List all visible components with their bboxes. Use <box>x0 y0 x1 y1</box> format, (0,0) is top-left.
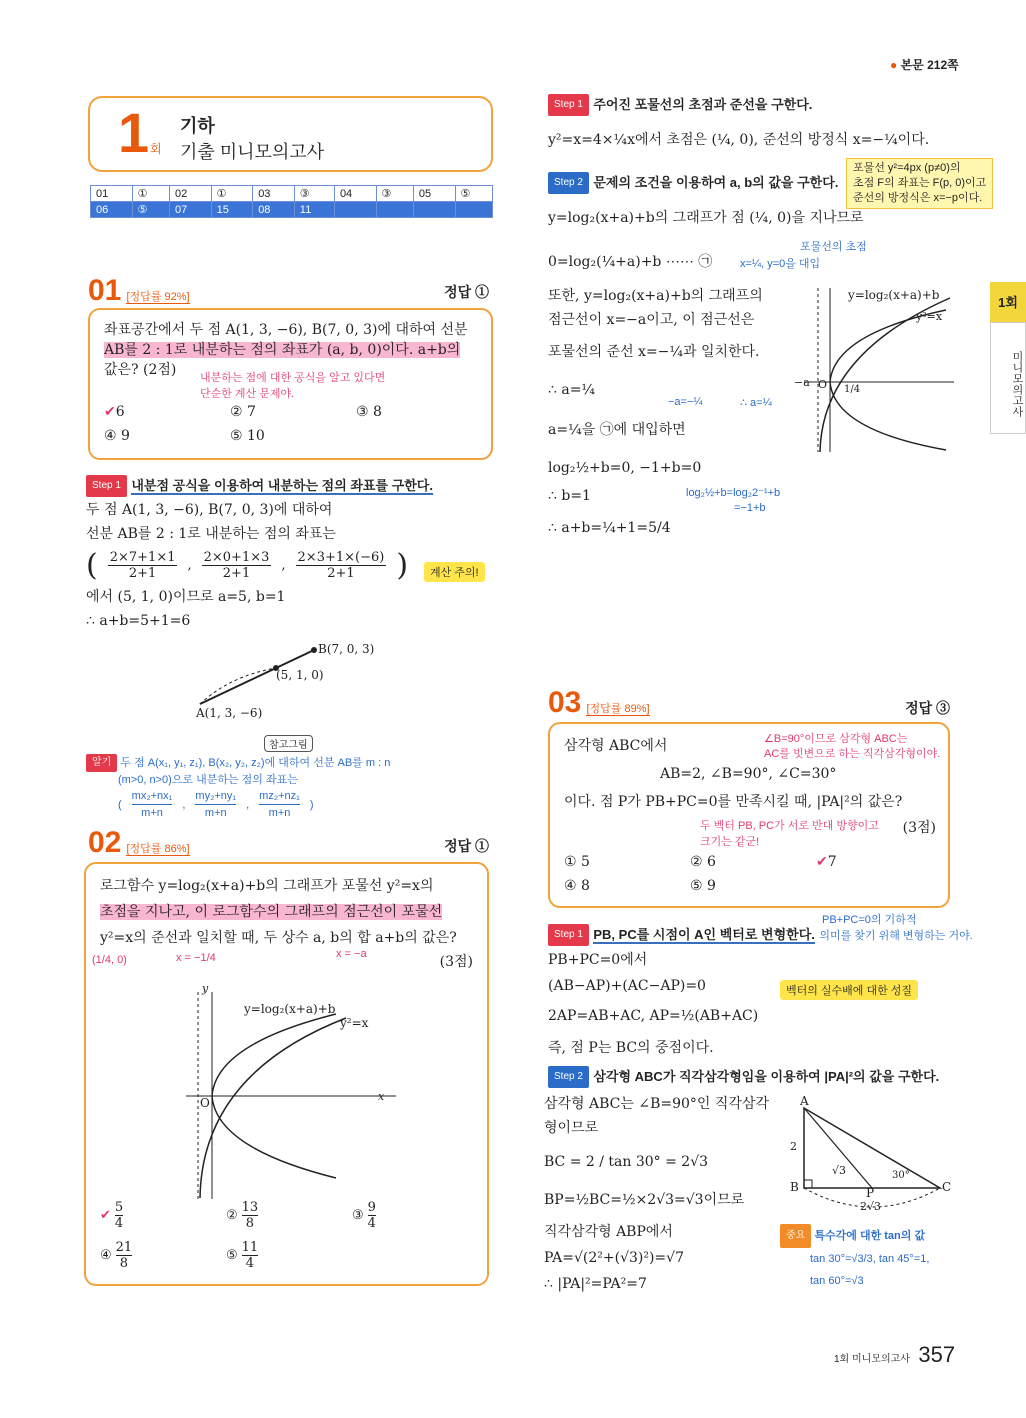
choice-5: ⑤ 10 <box>230 428 265 444</box>
q01-fraction-row: ( 2×7+1×1 2+1 , 2×0+1×3 2+1 , 2×3+1×(−6) 2+1 ) <box>86 548 409 583</box>
q02-s10-note1: log₂½+b=log₂2⁻¹+b <box>686 487 781 499</box>
tip-line2: (m>0, n>0)으로 내분하는 점의 좌표는 <box>118 774 298 786</box>
fraction: mx₂+nx₁ m+n <box>131 790 173 819</box>
q02-s11: ∴ a+b=¼+1=5/4 <box>548 520 671 536</box>
answer-row <box>91 202 493 218</box>
title-main: 기하 <box>180 116 215 136</box>
choice-2: ② 7 <box>230 404 256 420</box>
tip-line3: ( mx₂+nx₁ m+n , my₂+ny₁ m+n , mz₂+nz₁ m+n ) <box>118 790 314 819</box>
q03-s3: 2AP=AB+AC, AP=½(AB+AC) <box>548 1008 759 1024</box>
q02-step2-text: 문제의 조건을 이용하여 a, b의 값을 구한다. <box>593 175 839 190</box>
answer-cell: 06 <box>91 202 133 218</box>
fraction: mz₂+nz₁ m+n <box>259 790 300 819</box>
q02-step2 <box>548 172 838 194</box>
side-tab-text: 미니모의고사 <box>990 322 1026 434</box>
q01-sol4: ∴ a+b=5+1=6 <box>86 613 191 629</box>
answer-cell: 05 <box>413 186 455 202</box>
q03-s2: (AB−AP)+(AC−AP)=0 <box>548 978 706 994</box>
parabola-lower <box>212 1096 336 1178</box>
q03-step1-top-note: PB+PC=0의 기하적 <box>822 914 917 926</box>
triangle-abc <box>804 1108 940 1188</box>
q01-question-box <box>88 308 493 460</box>
important-line2: tan 30°=√3/3, tan 45°=1, <box>810 1253 930 1265</box>
check-icon: ✔ <box>100 1208 111 1223</box>
q03-s1: PB+PC=0에서 <box>548 952 648 968</box>
tri-label-c: C <box>942 1180 952 1194</box>
fraction: 21 8 <box>115 1240 133 1271</box>
important-box <box>780 1224 929 1292</box>
note-line3: 두 벡터 PB, PC가 서로 반대 방향이고 <box>700 820 879 832</box>
q03-s10: PA=√(2²+(√3)²)=√7 <box>544 1250 684 1266</box>
q01-note-line2: 단순한 계산 문제야. <box>200 388 295 400</box>
note-line2: AC를 빗변으로 하는 직각삼각형이야. <box>764 748 941 760</box>
choice-4: ④ 21 8 <box>100 1240 133 1271</box>
graph-axis-y: y <box>202 982 209 995</box>
important-title: 중요 특수각에 대한 tan의 값 <box>780 1224 929 1248</box>
q03-s5: 삼각형 ABC는 ∠B=90°인 직각삼각 <box>544 1096 769 1112</box>
paren-right: ) <box>396 548 409 583</box>
answer-cell: ⑤ <box>132 202 169 218</box>
q02-number: 02 <box>88 826 122 859</box>
answer-cell: 04 <box>334 186 376 202</box>
q02-text2: 초점을 지나고, 이 로그함수의 그래프의 점근선이 포물선 <box>100 904 443 920</box>
q02-rate: [정답률 86%] <box>126 843 190 855</box>
q01-text3: 값은? (2점) <box>104 362 177 378</box>
q03-rate: [정답률 89%] <box>586 703 650 715</box>
answer-cell-empty <box>376 202 413 218</box>
q02-s10-note2: =−1+b <box>734 502 766 514</box>
answer-cell: ⑤ <box>455 186 492 202</box>
point-b-label: B(7, 0, 3) <box>318 642 375 656</box>
answer-cell-empty <box>455 202 492 218</box>
answer-cell: ① <box>132 186 169 202</box>
choice-3: ③ 8 <box>356 404 382 420</box>
fraction: 2×0+1×3 2+1 <box>203 550 270 581</box>
q02-s1: y²=x=4×¼x에서 초점은 (¼, 0), 준선의 방정식 x=−¼이다. <box>548 132 930 148</box>
circle-icon: ● <box>890 58 898 72</box>
q02-note3: x = −a <box>336 948 367 960</box>
rg-origin: O <box>818 378 828 391</box>
answer-row <box>91 186 493 202</box>
q02-s5: 점근선이 x=−a이고, 이 점근선은 <box>548 312 755 328</box>
q01-highlight: AB를 2 : 1로 내분하는 점의 좌표가 (a, b, 0)이다. a+b의 <box>104 342 461 358</box>
q03-t1: 삼각형 ABC에서 <box>564 738 668 754</box>
box-line2: 초점 F의 좌표는 F(p, 0)이고 <box>853 177 987 189</box>
q02-s4: 또한, y=log₂(x+a)+b의 그래프의 <box>548 288 763 304</box>
choice-3: ③ 9 4 <box>352 1200 376 1231</box>
q03-t2: AB=2, ∠B=90°, ∠C=30° <box>660 766 837 782</box>
fraction: 2×7+1×1 2+1 <box>109 550 176 581</box>
q03-s6: 형이므로 <box>544 1120 599 1136</box>
step-badge: Step 2 <box>548 172 589 194</box>
q03-s8: BP=½BC=½×2√3=√3이므로 <box>544 1192 745 1208</box>
footer-label: 1회 미니모의고사 <box>834 1354 910 1365</box>
page-ref: ● 본문 212쪽 <box>890 58 959 72</box>
q01-note <box>200 370 385 402</box>
q02-s3: 0=log₂(¼+a)+b ⋯⋯ ㉠ <box>548 254 713 270</box>
important-badge: 중요 <box>780 1224 811 1248</box>
q02-score: (3점) <box>439 954 473 970</box>
q03-t3: 이다. 점 P가 PB+PC=0를 만족시킬 때, |PA|²의 값은? <box>564 794 903 810</box>
tri-label-r3: √3 <box>832 1164 847 1177</box>
log-curve <box>200 1018 346 1198</box>
step-badge: Step 2 <box>548 1066 589 1088</box>
tip-line1: 알기 두 점 A(x₁, y₁, z₁), B(x₂, y₂, z₂)에 대하여 선분 AB를 m : n <box>86 754 486 772</box>
point-a-label: A(1, 3, −6) <box>196 706 263 720</box>
q02-question-box <box>84 862 489 1286</box>
calc-warning-tag: 계산 주의! <box>424 562 485 582</box>
q03-question-box <box>548 722 950 908</box>
right-angle-mark <box>804 1180 812 1188</box>
q01-sol2: 선분 AB를 2 : 1로 내분하는 점의 좌표는 <box>86 526 336 542</box>
box-line1: 포물선 y²=4px (p≠0)의 <box>853 162 961 174</box>
q02-s7-note2: ∴ a=¼ <box>740 397 772 409</box>
title-number: 1 <box>118 101 150 164</box>
rg-quarter: 1/4 <box>844 384 861 395</box>
check-icon: ✔ <box>816 854 828 870</box>
title-box <box>88 96 493 172</box>
choice-1 <box>100 1200 123 1231</box>
step-badge: Step 1 <box>86 475 127 497</box>
step-badge: Step 1 <box>548 924 589 946</box>
answer-cell: ③ <box>294 186 334 202</box>
q03-answer: 정답 ③ <box>905 700 950 716</box>
graph-label-log: y=log₂(x+a)+b <box>244 1002 336 1016</box>
q02-s7-note1: −a=−¼ <box>668 396 703 408</box>
important-line3: tan 60°=√3 <box>810 1275 864 1287</box>
tri-label-2: 2 <box>790 1140 797 1153</box>
fraction: 2×3+1×(−6) 2+1 <box>297 550 385 581</box>
q01-sol3: 에서 (5, 1, 0)이므로 a=5, b=1 <box>86 589 286 605</box>
answer-cell: 02 <box>169 186 211 202</box>
page-footer <box>834 1342 955 1368</box>
q02-note2: x = −1/4 <box>176 952 216 964</box>
fraction: 13 8 <box>241 1200 259 1231</box>
q02-text1: 로그함수 y=log₂(x+a)+b의 그래프가 포물선 y²=x의 <box>100 878 434 894</box>
answer-table <box>90 185 493 218</box>
tip-badge: 알기 <box>86 754 117 772</box>
q01-text2 <box>104 340 477 360</box>
tri-label-p: P <box>866 1186 875 1200</box>
fraction: my₂+ny₁ m+n <box>195 790 237 819</box>
q02-text3: y²=x의 준선과 일치할 때, 두 상수 a, b의 합 a+b의 값은? <box>100 930 457 946</box>
q03-note-top <box>764 732 940 762</box>
graph-label-parabola: y²=x <box>340 1016 369 1030</box>
fraction: 5 4 <box>114 1200 124 1231</box>
rg-label-log: y=log₂(x+a)+b <box>848 288 940 302</box>
q03-step1 <box>548 924 973 946</box>
q02-s2-note: 포물선의 초점 <box>800 241 867 253</box>
q03-step2-text: 삼각형 ABC가 직각삼각형임을 이용하여 |PA|²의 값을 구한다. <box>593 1069 940 1084</box>
q01-text1: 좌표공간에서 두 점 A(1, 3, −6), B(7, 0, 3)에 대하여 선분 <box>104 322 468 338</box>
q02-s6: 포물선의 준선 x=−¼과 일치한다. <box>548 344 760 360</box>
answer-cell-empty <box>334 202 376 218</box>
answer-cell: 11 <box>294 202 334 218</box>
q03-score: (3점) <box>902 820 936 836</box>
answer-cell: 15 <box>211 202 253 218</box>
q02-step1-text: 주어진 포물선의 초점과 준선을 구한다. <box>593 97 813 112</box>
q02-s10: ∴ b=1 <box>548 488 591 504</box>
answer-cell: 07 <box>169 202 211 218</box>
answer-cell-empty <box>413 202 455 218</box>
answer-cell: ③ <box>376 186 413 202</box>
q03-header <box>548 686 950 720</box>
q03-s9: 직각삼각형 ABP에서 <box>544 1224 673 1240</box>
q02-s3-note: x=¼, y=0을 대입 <box>740 258 821 270</box>
q03-s7: BC = 2 / tan 30° = 2√3 <box>544 1154 709 1170</box>
q01-rate: [정답률 92%] <box>126 291 190 303</box>
q01-tip <box>86 754 486 821</box>
choice-2: ② 13 8 <box>226 1200 259 1231</box>
box-line3: 준선의 방정식은 x=−p이다. <box>853 192 983 204</box>
title-suffix: 회 <box>150 142 162 156</box>
choice-3: ✔7 <box>816 854 837 870</box>
q02-answer: 정답 ① <box>444 838 489 854</box>
q02-s7: ∴ a=¼ <box>548 382 596 398</box>
tri-label-b: B <box>790 1180 799 1194</box>
q01-step1 <box>86 475 433 497</box>
q01-note-line1: 내분하는 점에 대한 공식을 알고 있다면 <box>200 372 386 384</box>
tri-label-2r3: 2√3 <box>860 1200 882 1213</box>
choice-4: ④ 8 <box>564 878 590 894</box>
vector-property-tag: 벡터의 실수배에 대한 성질 <box>780 980 918 1000</box>
q02-s8: a=¼을 ㉠에 대입하면 <box>548 422 686 438</box>
q03-s4: 즉, 점 P는 BC의 중점이다. <box>548 1040 714 1056</box>
q02-s2: y=log₂(x+a)+b의 그래프가 점 (¼, 0)을 지나므로 <box>548 210 864 226</box>
q03-s11: ∴ |PA|²=PA²=7 <box>544 1276 647 1292</box>
point-dot <box>311 647 317 653</box>
point-m-label: (5, 1, 0) <box>276 668 324 682</box>
q03-step2 <box>548 1066 939 1088</box>
q02-header <box>88 826 493 860</box>
choice-1: ① 5 <box>564 854 590 870</box>
parabola-info-box <box>846 158 993 209</box>
choice-2: ② 6 <box>690 854 716 870</box>
q02-step1 <box>548 94 812 116</box>
rg-neg-a: −a <box>794 376 810 389</box>
answer-cell: 03 <box>253 186 295 202</box>
choice-4: ④ 9 <box>104 428 130 444</box>
q01-sol1: 두 점 A(1, 3, −6), B(7, 0, 3)에 대하여 <box>86 502 333 518</box>
q03-step1-note: 의미를 찾기 위해 변형하는 거야. <box>819 930 973 942</box>
side-tab-num: 1회 <box>998 295 1018 310</box>
fraction: 11 4 <box>241 1240 259 1271</box>
rg-label-parabola: y²=x <box>916 310 943 323</box>
note-line4: 크기는 같군! <box>700 836 760 848</box>
title-sub: 기출 미니모의고사 <box>180 142 325 162</box>
ref-figure-tag: 참고그림 <box>264 735 313 752</box>
answer-cell: 01 <box>91 186 133 202</box>
choice-5: ⑤ 11 4 <box>226 1240 259 1271</box>
graph-axis-x: x <box>378 1090 385 1103</box>
graph-origin: O <box>200 1096 210 1110</box>
q02-note1: (1/4, 0) <box>92 954 127 966</box>
q03-number: 03 <box>548 686 582 719</box>
tri-label-30: 30° <box>892 1170 910 1181</box>
answer-cell: 08 <box>253 202 295 218</box>
fraction: 9 4 <box>367 1200 376 1231</box>
tri-label-a: A <box>800 1094 809 1108</box>
parabola-upper <box>212 1014 336 1096</box>
q02-graph <box>176 984 406 1204</box>
step-badge: Step 1 <box>548 94 589 116</box>
check-icon: ✔ <box>104 404 116 420</box>
choice-5: ⑤ 9 <box>690 878 716 894</box>
q01-step1-text: 내분점 공식을 이용하여 내분하는 점의 좌표를 구한다. <box>131 478 433 493</box>
q01-header <box>88 274 493 308</box>
note-line1: ∠B=90°이므로 삼각형 ABC는 <box>764 733 908 745</box>
side-tab <box>990 282 1026 322</box>
answer-cell: ① <box>211 186 253 202</box>
choice-1: ✔6 <box>104 404 125 420</box>
q01-number: 01 <box>88 274 122 307</box>
page-number: 357 <box>918 1342 956 1367</box>
q03-note-mid <box>700 818 879 850</box>
q03-step1-text: PB, PC를 시점이 A인 벡터로 변형한다. <box>593 927 815 942</box>
q02-s9: log₂½+b=0, −1+b=0 <box>548 460 702 476</box>
paren-left: ( <box>86 548 98 583</box>
q01-answer: 정답 ① <box>444 284 489 300</box>
